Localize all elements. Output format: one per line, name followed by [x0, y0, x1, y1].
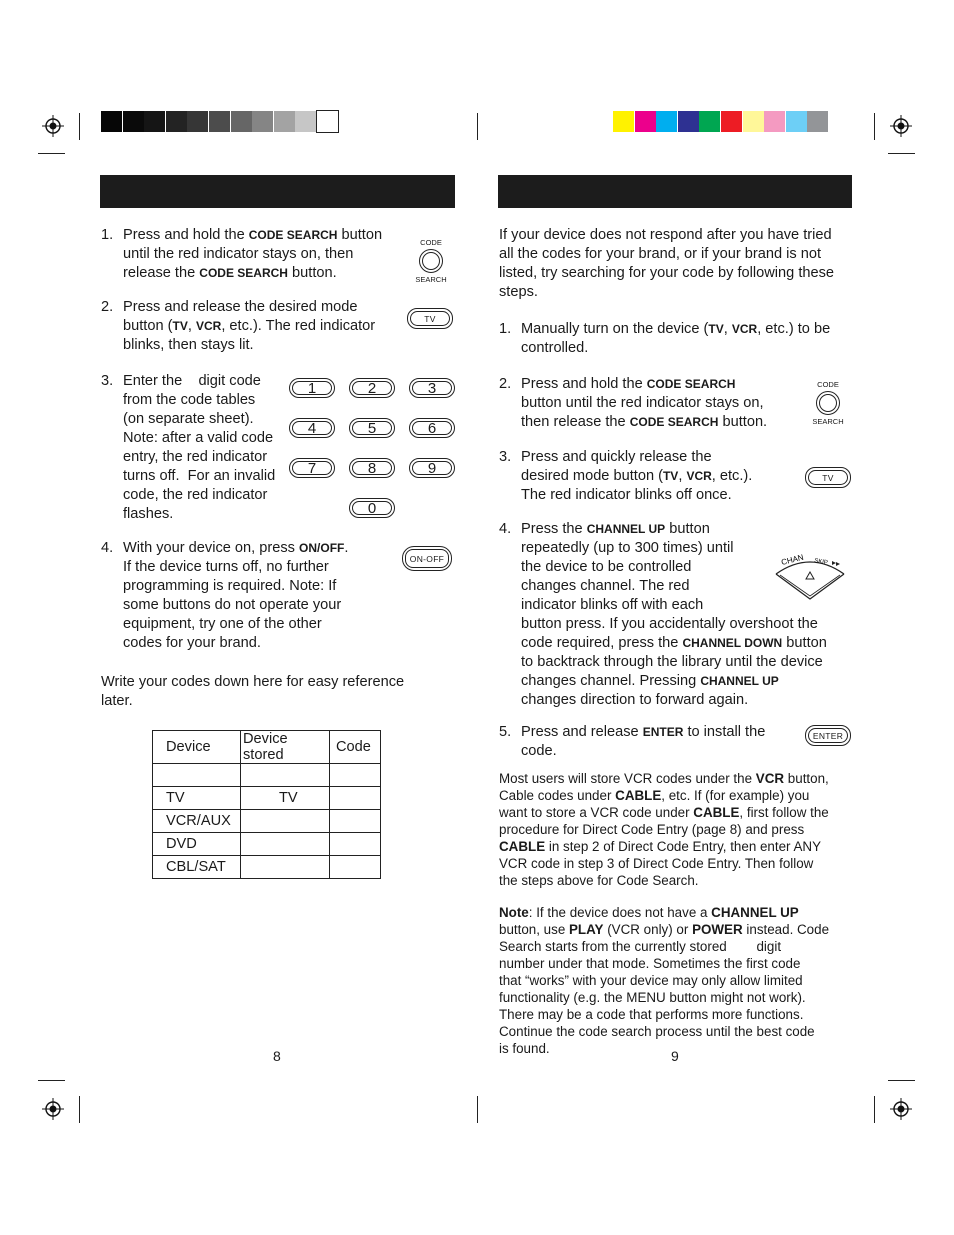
text-line: indicator blinks off with each: [521, 597, 704, 613]
crop-mark: [79, 1096, 80, 1123]
color-swatch: [656, 111, 677, 132]
tv-mode-button: TV: [805, 467, 851, 488]
text-line: equipment, try one of the other: [123, 616, 322, 632]
tv-mode-button: TV: [407, 308, 453, 329]
crop-mark: [38, 153, 65, 154]
registration-mark-icon: [42, 1098, 64, 1120]
text-line: Search starts from the currently stored digit: [499, 939, 782, 954]
left-step-2: 2. Press and release the desired mode button (TV, VCR, etc.). The red indicator blinks, then stays lit.: [101, 299, 376, 353]
text-line: the device to be controlled: [521, 559, 692, 575]
text-line: There may be a code that performs more functions.: [499, 1007, 804, 1022]
color-swatch: [786, 111, 807, 132]
text-line: from the code tables: [123, 392, 256, 408]
gray-swatch: [166, 111, 187, 132]
table-header: Code: [330, 731, 381, 764]
note-paragraph: Note: If the device does not have a CHANNEL UP button, use PLAY (VCR only) or POWER instead. Code Search starts from the currently stored digit number under that mode. Sometimes the first code that “works” with your device may only allow limited functionality (e.g. the MENU button might not work). There may be a code that performs more functions. Continue the code search process until the best code is found.: [499, 904, 851, 1057]
svg-text:SKIP: SKIP: [813, 558, 829, 567]
key-5: 5: [349, 418, 395, 438]
key-1: 1: [289, 378, 335, 398]
registration-mark-icon: [890, 1098, 912, 1120]
right-step-5: 5. Press and release ENTER to install the code.: [499, 724, 766, 759]
text-line: If the device turns off, no further: [123, 559, 329, 575]
color-swatch: [764, 111, 785, 132]
table-header: Device stored: [241, 731, 330, 764]
crop-mark: [874, 113, 875, 140]
key-4: 4: [289, 418, 335, 438]
gray-swatch: [209, 111, 230, 132]
gray-swatch: [231, 111, 252, 132]
table-header-row: [153, 731, 381, 764]
page-number-right: 9: [671, 1048, 679, 1064]
enter-button: ENTER: [805, 725, 851, 746]
left-step-4: 4. With your device on, press ON/OFF. If the device turns off, no further programming is required. Note: If some buttons do not operate your equipment, try one of the other codes for your brand.: [101, 539, 401, 653]
gray-swatch: [295, 111, 316, 132]
right-step-3: 3. Press and quickly release the desired mode button (TV, VCR, etc.). The red indicator blinks off once.: [499, 449, 753, 503]
on-off-button: ON-OFF: [402, 546, 452, 571]
color-swatch: [743, 111, 764, 132]
crop-mark: [38, 1080, 65, 1081]
gray-swatch: [252, 111, 273, 132]
crop-mark: [477, 1096, 478, 1123]
right-step-4: 4. Press the CHANNEL UP button repeatedly (up to 300 times) until the device to be controlled changes channel. The red indicator blinks off with each button press. If you accidentally overshoot the code required, press the CHANNEL DOWN button to backtrack through the library until the device changes channel. Pressing CHANNEL UP changes direction to forward again.: [499, 520, 859, 710]
left-step-1: 1. Press and hold the CODE SEARCH button until the red indicator stays on, then release the CODE SEARCH button.: [101, 227, 383, 281]
text-line: changes channel. The red: [521, 578, 690, 594]
right-step-2: 2. Press and hold the CODE SEARCH button until the red indicator stays on, then release the CODE SEARCH button.: [499, 376, 768, 430]
text-line: (on separate sheet).: [123, 411, 254, 427]
registration-mark-icon: [890, 115, 912, 137]
text-line: some buttons do not operate your: [123, 597, 342, 613]
text-line: steps.: [499, 284, 538, 300]
text-line: If your device does not respond after you have tried: [499, 227, 832, 243]
text-line: Continue the code search process until the best code: [499, 1024, 815, 1039]
table-row: VCR/AUX: [153, 810, 381, 833]
left-section-header-bar: [100, 175, 455, 208]
write-codes-note: Write your codes down here for easy reference later.: [101, 674, 405, 709]
crop-mark: [888, 153, 915, 154]
text-line: functionality (e.g. the MENU button might not work).: [499, 990, 806, 1005]
code-search-button: CODE SEARCH: [812, 380, 844, 426]
right-intro: [499, 226, 859, 302]
text-line: turns off. For an invalid: [123, 468, 276, 484]
table-row: [153, 764, 381, 787]
color-swatch: [678, 111, 699, 132]
registration-mark-icon: [42, 115, 64, 137]
crop-mark: [888, 1080, 915, 1081]
gray-swatch: [123, 111, 144, 132]
key-9: 9: [409, 458, 455, 478]
text-line: listed, try searching for your code by following these: [499, 265, 835, 281]
right-section-header-bar: [498, 175, 852, 208]
gray-swatch: [274, 111, 295, 132]
color-swatch: [635, 111, 656, 132]
gray-swatch: [101, 111, 122, 132]
text-line: codes for your brand.: [123, 635, 261, 651]
right-step-1: 1. Manually turn on the device (TV, VCR, etc.) to be controlled.: [499, 321, 831, 356]
text-line: is found.: [499, 1041, 550, 1056]
key-6: 6: [409, 418, 455, 438]
text-line: all the codes for your brand, or if your brand is not: [499, 246, 822, 262]
left-step-3: 3. Enter the digit code from the code tables (on separate sheet). Note: after a valid code entry, the red indicator turns off. For an invalid code, the red indicator flashes.: [101, 372, 291, 524]
text-line: number under that mode. Sometimes the first code: [499, 956, 801, 971]
table-row: CBL/SAT: [153, 856, 381, 879]
vcr-cable-paragraph: Most users will store VCR codes under the VCR button, Cable codes under CABLE, etc. If (for example) you want to store a VCR code under CABLE, first follow the procedure for Direct Code Entry (page 8) and press CABLE in step 2 of Direct Code Entry, then enter ANY VCR code in step 3 of Direct Code Entry. Then follow the steps above for Code Search.: [499, 771, 829, 888]
text-line: that “works” with your device may only allow limited: [499, 973, 803, 988]
crop-mark: [477, 113, 478, 140]
text-line: entry, the red indicator: [123, 449, 268, 465]
text-line: code, the red indicator: [123, 487, 268, 503]
text-line: repeatedly (up to 300 times) until: [521, 540, 734, 556]
key-3: 3: [409, 378, 455, 398]
color-swatch: [613, 111, 634, 132]
codes-table: [152, 730, 381, 879]
text-line: programming is required. Note: If: [123, 578, 337, 594]
svg-text:CHAN: CHAN: [780, 552, 805, 567]
key-2: 2: [349, 378, 395, 398]
table-row: DVD: [153, 833, 381, 856]
text-line: button press. If you accidentally overshoot the: [521, 616, 818, 632]
text-line: Note: after a valid code: [123, 430, 274, 446]
key-8: 8: [349, 458, 395, 478]
color-swatch: [807, 111, 828, 132]
text-line: Enter the digit code: [123, 373, 261, 389]
code-search-button: CODE SEARCH: [415, 238, 447, 284]
crop-mark: [79, 113, 80, 140]
crop-mark: [874, 1096, 875, 1123]
color-swatch: [721, 111, 742, 132]
table-row: TV TV: [153, 787, 381, 810]
channel-up-button-icon: [770, 548, 850, 602]
table-header: Device: [153, 731, 241, 764]
gray-swatch: [317, 111, 338, 132]
page-number-left: 8: [273, 1048, 281, 1064]
key-0: 0: [349, 498, 395, 518]
color-swatch: [699, 111, 720, 132]
gray-swatch: [144, 111, 165, 132]
gray-swatch: [187, 111, 208, 132]
text-line: flashes.: [123, 506, 174, 522]
key-7: 7: [289, 458, 335, 478]
